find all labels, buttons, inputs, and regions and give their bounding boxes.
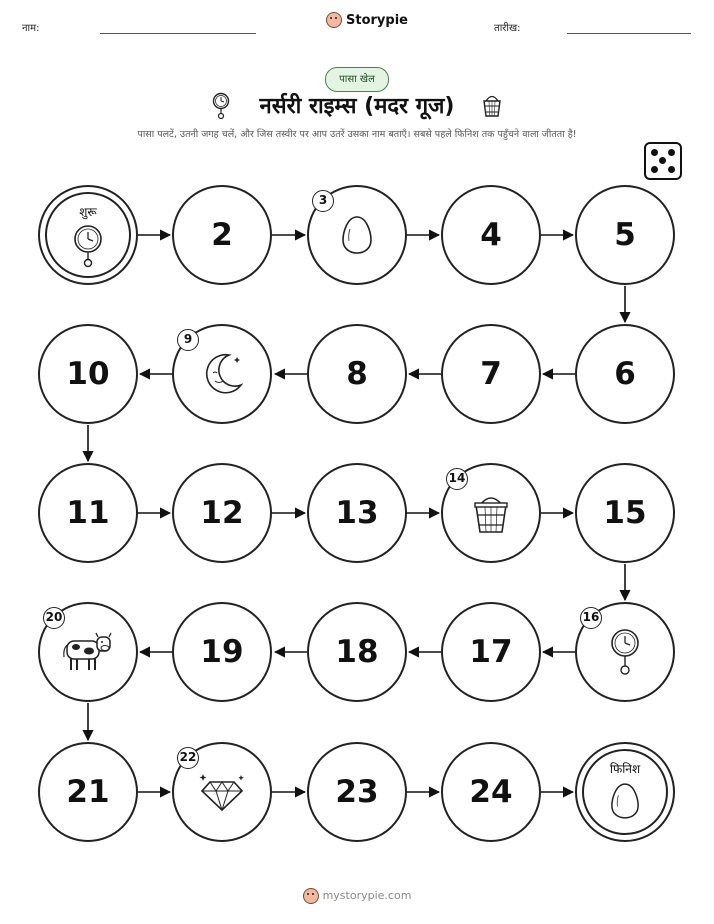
square-number-badge: 22 [177, 747, 199, 769]
square-number: 18 [335, 634, 379, 670]
clock-icon [608, 628, 642, 676]
square-number: 11 [66, 495, 110, 531]
picture-square-moon[interactable] [172, 324, 272, 424]
egg-icon [341, 215, 373, 255]
name-label: नाम: [22, 23, 40, 34]
square-number: 19 [200, 634, 244, 670]
instructions: पासा पलटें, उतनी जगह चलें, और जिस तस्वीर पर आप उतरें उसका नाम बताएँ। सबसे पहले फिनिश तक पहुँचने वाला जीतता है! [137, 129, 577, 140]
picture-square-clock[interactable] [575, 602, 675, 702]
storypie-logo-icon [303, 888, 319, 904]
board-square[interactable] [38, 742, 138, 842]
square-number-badge: 16 [580, 607, 602, 629]
square-number: 2 [211, 217, 233, 253]
board-square[interactable] [441, 324, 541, 424]
page-title: नर्सरी राइम्स (मदर गूज) [259, 94, 455, 119]
square-number-badge: 3 [312, 190, 334, 212]
board-square[interactable] [441, 742, 541, 842]
board-square[interactable] [172, 602, 272, 702]
picture-square-bucket[interactable] [441, 463, 541, 563]
bucket-icon [471, 491, 511, 535]
square-number: 17 [469, 634, 513, 670]
board-square[interactable] [307, 602, 407, 702]
square-number-badge: 9 [177, 329, 199, 351]
egg-icon [610, 782, 640, 820]
game-type-badge: पासा खेल [325, 67, 389, 92]
clock-icon [71, 224, 105, 268]
board-square[interactable] [441, 602, 541, 702]
footer [0, 888, 714, 904]
footer-url[interactable]: mystorypie.com [322, 889, 412, 902]
square-number: 7 [480, 356, 502, 392]
picture-square-egg[interactable] [307, 185, 407, 285]
start-square[interactable] [38, 185, 138, 285]
board-square[interactable] [307, 463, 407, 563]
board-square[interactable] [38, 324, 138, 424]
picture-square-cow[interactable] [38, 602, 138, 702]
board-square[interactable] [172, 463, 272, 563]
finish-square[interactable] [575, 742, 675, 842]
square-number: 6 [614, 356, 636, 392]
square-number: 21 [66, 774, 110, 810]
diamond-icon [198, 770, 246, 814]
board-square[interactable] [575, 185, 675, 285]
board-square[interactable] [575, 463, 675, 563]
square-number: 13 [335, 495, 379, 531]
square-number-badge: 14 [446, 468, 468, 490]
square-number: 24 [469, 774, 513, 810]
finish-label: फिनिश [609, 762, 641, 776]
square-number: 4 [480, 217, 502, 253]
board-square[interactable] [38, 463, 138, 563]
board-square[interactable] [575, 324, 675, 424]
square-number: 15 [603, 495, 647, 531]
date-label: तारीख: [494, 23, 521, 34]
board-square[interactable] [172, 185, 272, 285]
cow-icon [61, 631, 115, 673]
square-number: 12 [200, 495, 244, 531]
start-label: शुरू [79, 205, 97, 219]
board-square[interactable] [307, 742, 407, 842]
board-square[interactable] [307, 324, 407, 424]
square-number: 10 [66, 356, 110, 392]
board-square[interactable] [441, 185, 541, 285]
picture-square-diamond[interactable] [172, 742, 272, 842]
square-number: 8 [346, 356, 368, 392]
moon-icon [199, 351, 245, 397]
brand-name: Storypie [346, 12, 408, 28]
square-number: 23 [335, 774, 379, 810]
square-number: 5 [614, 217, 636, 253]
square-number-badge: 20 [43, 607, 65, 629]
